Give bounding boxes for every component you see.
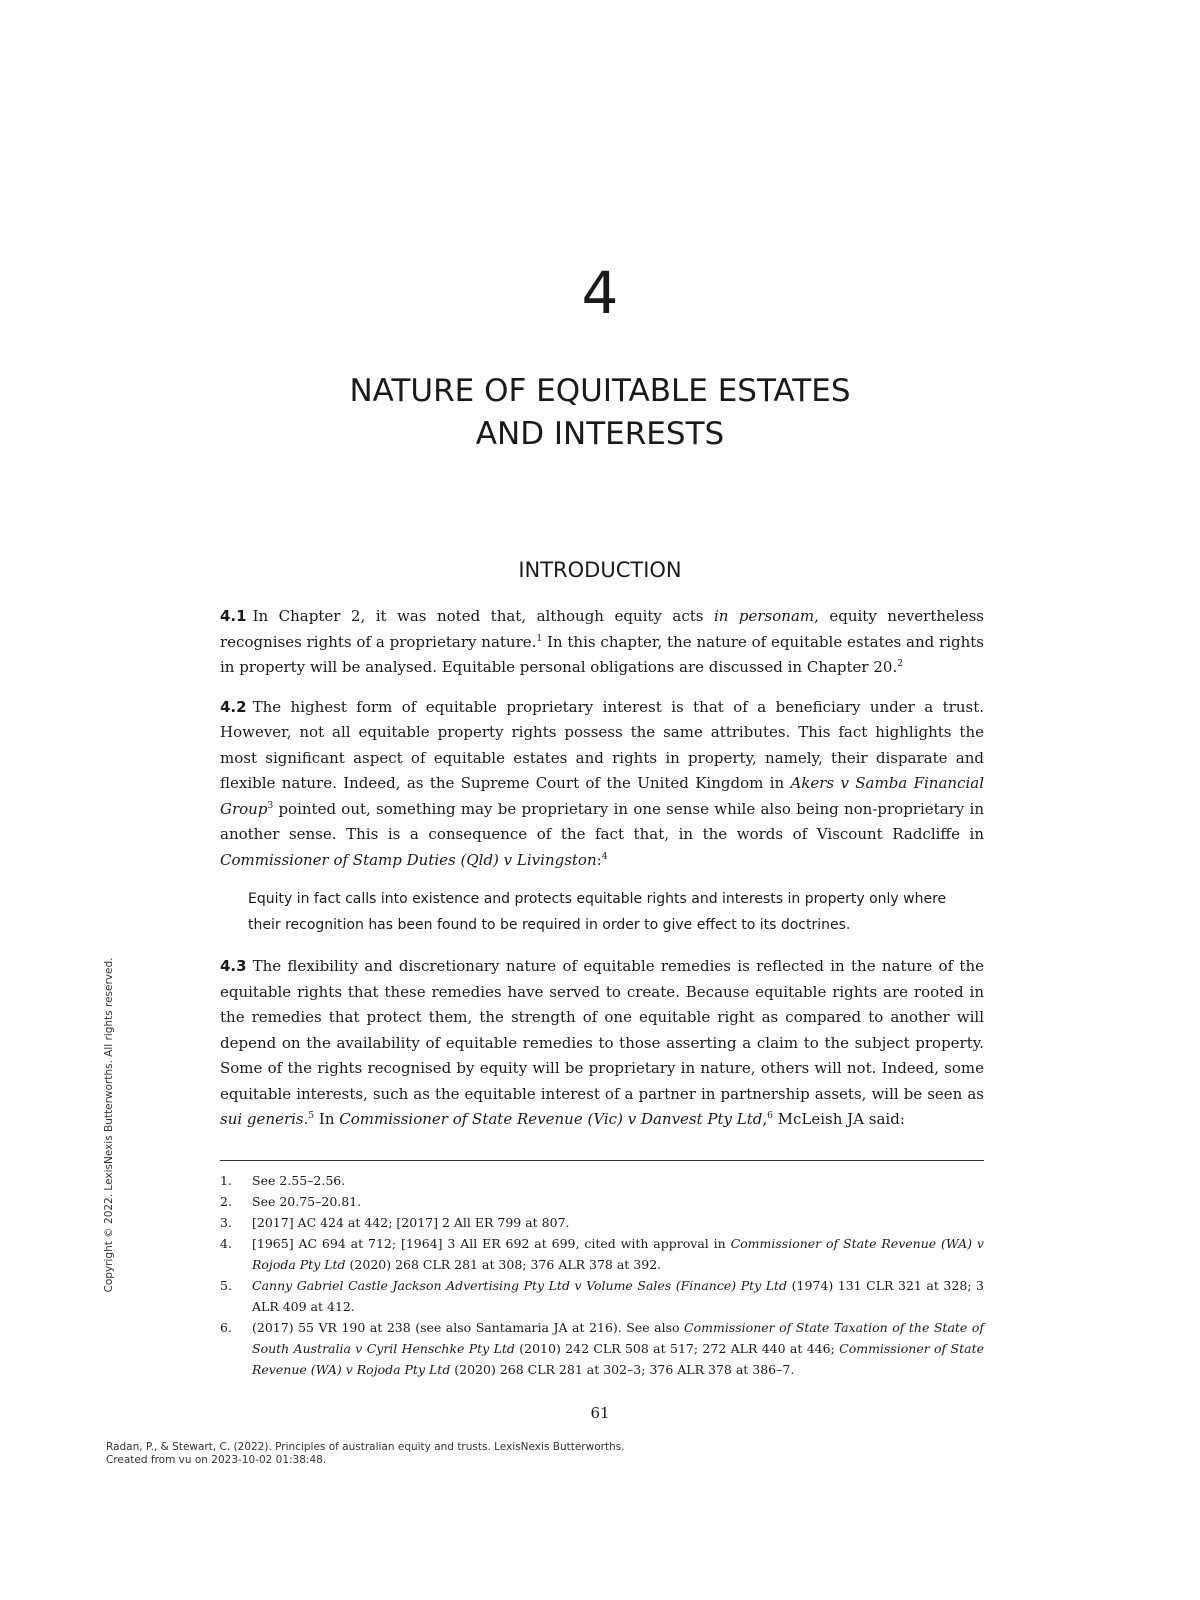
- footnote-text: [252, 1275, 984, 1317]
- footnote-number: 1.: [220, 1173, 232, 1188]
- footnote-2: [220, 1191, 984, 1212]
- page-number: 61: [590, 1404, 610, 1422]
- paragraph-text: , equity nevertheless recognises rights of a proprietary nature.: [220, 607, 984, 651]
- paragraph-text: In Chapter 2, it was noted that, although equity acts: [252, 607, 714, 625]
- footnote-text: [2017] AC 424 at 442; [2017] 2 All ER 799 at 807.: [252, 1215, 570, 1230]
- footnote-ref[interactable]: 3: [267, 800, 274, 811]
- section-heading: INTRODUCTION: [518, 558, 682, 582]
- footnote-number: 5.: [220, 1278, 232, 1293]
- paragraph-number: 4.2: [220, 697, 247, 716]
- footnote-divider: [220, 1160, 984, 1161]
- citation-line-1: Radan, P., & Stewart, C. (2022). Principles of australian equity and trusts. LexisNexis Butterworths.: [106, 1441, 625, 1453]
- paragraph-4-2: [220, 695, 984, 874]
- footnote-ref[interactable]: 4: [601, 851, 608, 862]
- footnote-3: [220, 1212, 984, 1233]
- case-name: Commissioner of Stamp Duties (Qld) v Livingston: [220, 850, 597, 869]
- footnote-4: [220, 1233, 984, 1275]
- footnote-text: See 20.75–20.81.: [252, 1194, 362, 1209]
- footnote-ref[interactable]: 2: [897, 659, 903, 669]
- case-name: Commissioner of State Revenue (WA) v Rojoda Pty Ltd: [252, 1236, 984, 1272]
- paragraph-number: 4.1: [220, 607, 247, 625]
- footnote-number: 6.: [220, 1320, 232, 1335]
- case-name: Commissioner of State Revenue (WA) v Rojoda Pty Ltd: [252, 1341, 984, 1377]
- footnote-ref[interactable]: 5: [308, 1111, 315, 1121]
- italic-term: in personam: [713, 607, 815, 625]
- case-name: Canny Gabriel Castle Jackson Advertising Pty Ltd v Volume Sales (Finance) Pty Ltd: [252, 1278, 788, 1293]
- body-text: [220, 604, 984, 1147]
- paragraph-text: In this chapter, the nature of equitable estates and rights in property will be analysed. Equitable personal obligations are discussed in Chapter 20.: [220, 632, 985, 676]
- footnote-text-part: (1974) 131 CLR 321 at 328; 3 ALR 409 at 412.: [252, 1278, 985, 1314]
- footnote-text-part: (2010) 242 CLR 508 at 517; 272 ALR 440 at 446;: [514, 1341, 840, 1356]
- footnote-1: [220, 1170, 984, 1191]
- paragraph-text: .: [303, 1110, 309, 1128]
- block-quote: Equity in fact calls into existence and protects equitable rights and interests in property only where their recognition has been found to be required in order to give effect to its doctrines.: [248, 891, 947, 933]
- footnotes: [220, 1170, 984, 1380]
- footnote-number: 2.: [220, 1194, 232, 1209]
- footnote-text-part: [1965] AC 694 at 712; [1964] 3 All ER 692 at 699, cited with approval in: [252, 1236, 731, 1251]
- paragraph-text: :: [596, 850, 602, 869]
- citation-line-2: Created from vu on 2023-10-02 01:38:48.: [106, 1454, 327, 1466]
- footnote-ref[interactable]: 1: [536, 633, 543, 644]
- chapter-title: [0, 370, 1200, 456]
- footnote-number: 4.: [220, 1236, 232, 1251]
- footnote-6: [220, 1317, 984, 1380]
- paragraph-4-3: [220, 954, 984, 1133]
- footnote-text-part: (2020) 268 CLR 281 at 308; 376 ALR 378 at 392.: [345, 1257, 662, 1272]
- chapter-title-line-2: AND INTERESTS: [475, 416, 725, 452]
- case-name: Commissioner of State Taxation of the State of South Australia v Cyril Henschke Pty Ltd: [252, 1320, 984, 1356]
- paragraph-text: In: [314, 1110, 340, 1128]
- paragraph-text: The highest form of equitable proprietary interest is that of a beneficiary under a trust. However, not all equitable property rights possess the same attributes. This fact highlights the most significant aspect of equitable estates and rights in property, namely, their disparate and flexible nature. Indeed, as the Supreme Court of the United Kingdom in: [220, 697, 984, 792]
- footnote-ref[interactable]: 6: [767, 1111, 773, 1121]
- case-name: Akers v Samba Financial Group: [220, 774, 984, 818]
- footnote-text-part: (2020) 268 CLR 281 at 302–3; 376 ALR 378 at 386–7.: [450, 1362, 795, 1377]
- paragraph-text: McLeish JA said:: [772, 1110, 905, 1128]
- italic-term: sui generis: [220, 1110, 304, 1128]
- paragraph-text: The flexibility and discretionary nature of equitable remedies is reflected in the nature of the equitable rights that these remedies have served to create. Because equitable rights are rooted in the remedies that protect them, the strength of one equitable right as compared to another will depend on the availability of equitable remedies to those asserting a claim to the subject property. Some of the rights recognised by equity will be proprietary in nature, others will not. Indeed, some equitable interests, such as the equitable interest of a partner in partnership assets, will be seen as: [220, 957, 984, 1103]
- citation-footer: [106, 1441, 625, 1467]
- case-name: Commissioner of State Revenue (Vic) v Danvest Pty Ltd: [339, 1110, 763, 1128]
- paragraph-text: pointed out, something may be proprietary in one sense while also being non-proprietary in another sense. This is a consequence of the fact that, in the words of Viscount Radcliffe in: [220, 799, 984, 843]
- paragraph-number: 4.3: [220, 957, 247, 975]
- copyright-notice: Copyright © 2022. LexisNexis Butterworths. All rights reserved.: [103, 957, 115, 1293]
- footnote-text: [252, 1317, 984, 1380]
- paragraph-text: ,: [762, 1110, 768, 1128]
- footnote-5: [220, 1275, 984, 1317]
- paragraph-4-1: [220, 604, 984, 681]
- footnote-text: See 2.55–2.56.: [252, 1173, 346, 1188]
- footnote-number: 3.: [220, 1215, 232, 1230]
- chapter-number: 4: [581, 259, 619, 327]
- footnote-text-part: (2017) 55 VR 190 at 238 (see also Santamaria JA at 216). See also: [252, 1320, 685, 1335]
- footnote-text: [252, 1233, 984, 1275]
- chapter-title-line-1: NATURE OF EQUITABLE ESTATES: [349, 373, 851, 409]
